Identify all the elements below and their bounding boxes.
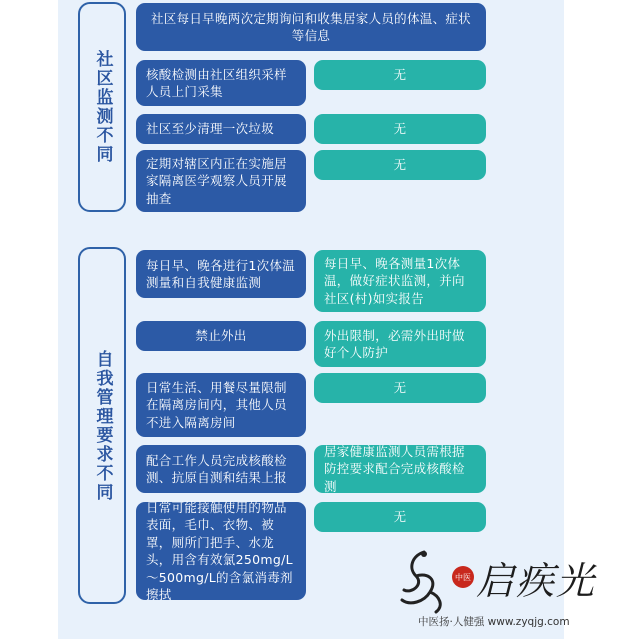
seal-stamp-icon: 中医: [452, 566, 474, 588]
watermark: [390, 540, 634, 639]
row-text: 核酸检测由社区组织采样人员上门采集: [146, 66, 287, 99]
row-2-4-left: [136, 445, 306, 493]
row-2-5-left: [136, 499, 306, 602]
category-label: 社区监测不同: [92, 50, 113, 164]
row-2-2-right: [314, 321, 486, 367]
row-text: 定期对辖区内正在实施居家隔离医学观察人员开展抽查: [146, 155, 287, 206]
brand-tagline: 中医扬·人健强 www.zyqjg.com: [418, 616, 570, 628]
row-text: 无: [393, 509, 407, 525]
row-text: 日常可能接触使用的物品表面，毛巾、衣物、被罩，厕所门把手、水龙头，用含有效氯250mg/L～500mg/L的含氯消毒剂擦拭: [146, 499, 293, 602]
row-2-4-right: [314, 445, 486, 493]
row-text: 每日早、晚各测量1次体温，做好症状监测，并向社区(村)如实报告: [324, 255, 465, 306]
row-2-1-left: [136, 250, 306, 298]
row-1-4-left: [136, 150, 306, 212]
row-text: 无: [393, 380, 407, 396]
row-2-5-right: [314, 502, 486, 532]
row-text: 外出限制，必需外出时做好个人防护: [324, 327, 465, 360]
row-text: 无: [393, 121, 407, 137]
row-1-3-left: [136, 114, 306, 144]
row-2-2-left: [136, 321, 306, 351]
row-2-3-left: [136, 373, 306, 437]
category-label: 自我管理要求不同: [92, 349, 113, 502]
row-1-2-right: [314, 60, 486, 90]
row-text: 无: [393, 157, 407, 173]
row-text: 居家健康监测人员需根据防控要求配合完成核酸检测: [324, 443, 465, 494]
row-text: 社区每日早晚两次定期询问和收集居家人员的体温、症状等信息: [150, 10, 471, 43]
row-2-1-right: [314, 250, 486, 312]
row-text: 日常生活、用餐尽量限制在隔离房间内，其他人员不进入隔离房间: [146, 379, 287, 430]
row-text: 禁止外出: [195, 328, 247, 344]
row-text: 无: [393, 67, 407, 83]
dragon-logo-icon: [394, 546, 454, 616]
row-1-2-left: [136, 60, 306, 106]
category-community-monitoring: [78, 2, 126, 212]
row-text: 社区至少清理一次垃圾: [146, 121, 275, 137]
category-self-management: [78, 247, 126, 604]
brand-name: 启疾光: [476, 559, 597, 603]
row-1-4-right: [314, 150, 486, 180]
row-text: 每日早、晚各进行1次体温测量和自我健康监测: [146, 257, 296, 290]
row-1-3-right: [314, 114, 486, 144]
row-1-1-left: [136, 3, 486, 51]
row-2-3-right: [314, 373, 486, 403]
row-text: 配合工作人员完成核酸检测、抗原自测和结果上报: [146, 452, 287, 485]
